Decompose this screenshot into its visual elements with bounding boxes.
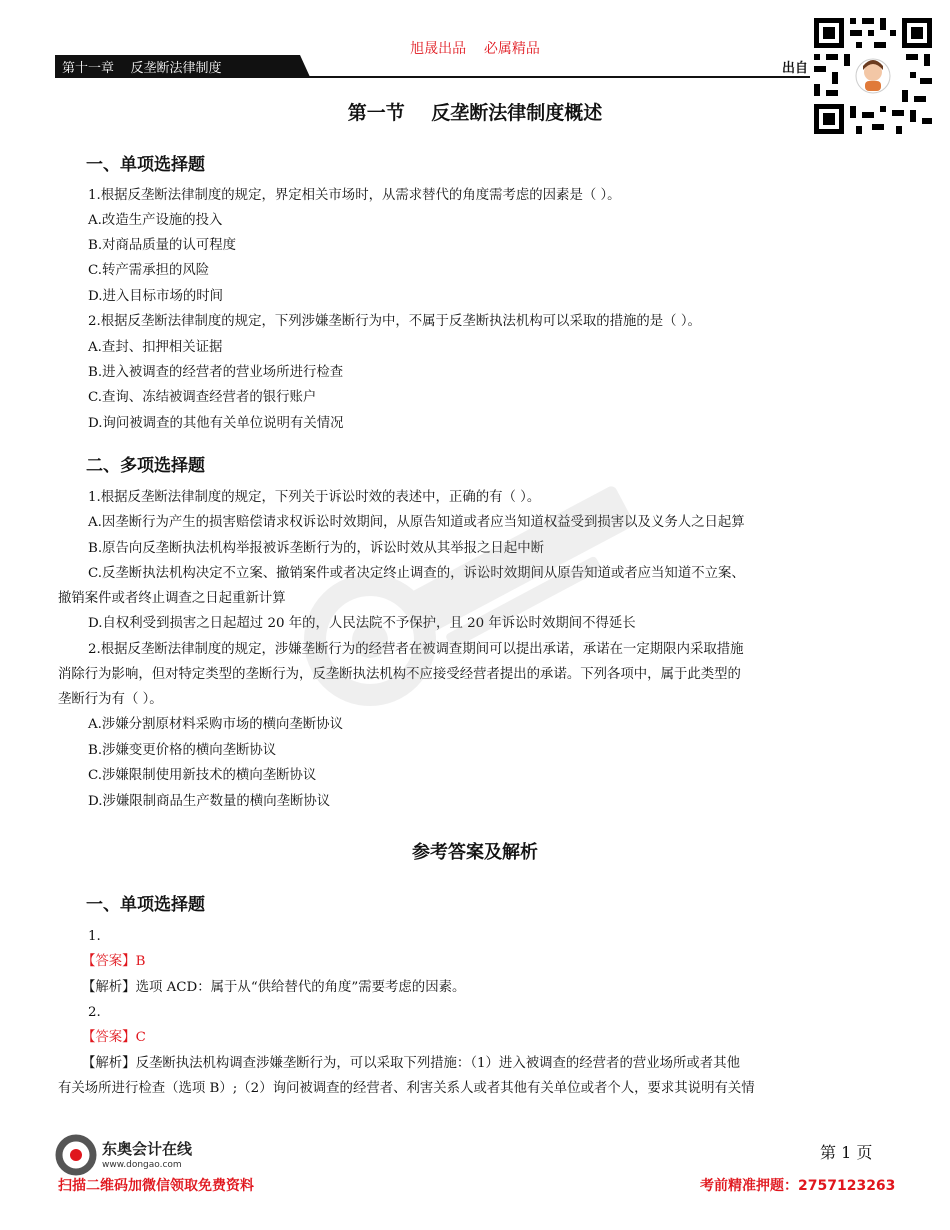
header-slogan: 旭晟出品 必属精品 [410, 41, 540, 57]
option-b: B.涉嫌变更价格的横向垄断协议 [88, 743, 277, 758]
answer-tag: 【答案】 [82, 1030, 136, 1045]
question-stem: 1.根据反垄断法律制度的规定，界定相关市场时，从需求替代的角度需考虑的因素是（ ）。 [88, 188, 621, 203]
option-b: B.对商品质量的认可程度 [88, 238, 237, 253]
option-d: D.询问被调查的其他有关单位说明有关情况 [88, 416, 344, 431]
chapter-label: 第十一章 反垄断法律制度 [62, 61, 222, 76]
answer-value: C [135, 1030, 146, 1045]
analysis-continued: 有关场所进行检查（选项 B）;（2）询问被调查的经营者、利害关系人或者其他有关单位或者个人，要求其说明有关情 [58, 1081, 755, 1096]
option-b: B.进入被调查的经营者的营业场所进行检查 [88, 365, 344, 380]
question-stem-continued: 垄断行为有（ ）。 [58, 692, 163, 707]
section-title: 第一节 反垄断法律制度概述 [347, 102, 603, 124]
answer-line [82, 953, 145, 971]
answer-tag: 【答案】 [82, 954, 136, 969]
answer-number: 1. [88, 929, 101, 944]
footer-brand: 东奥会计在线 [102, 1140, 193, 1158]
analysis-tag: 【解析】 [82, 980, 136, 995]
option-a: A.涉嫌分割原材料采购市场的横向垄断协议 [88, 717, 343, 732]
dongao-logo-icon [55, 1134, 97, 1176]
question-stem: 2.根据反垄断法律制度的规定，涉嫌垄断行为的经营者在被调查期间可以提出承诺，承诺在一定期限内采取措施 [88, 642, 744, 657]
analysis-text: 反垄断执法机构调查涉嫌垄断行为，可以采取下列措施：（1）进入被调查的经营者的营业场所或者其他 [135, 1056, 740, 1071]
option-a: A.改造生产设施的投入 [88, 213, 223, 228]
header-rule [55, 76, 870, 78]
option-a: A.因垄断行为产生的损害赔偿请求权诉讼时效期间，从原告知道或者应当知道权益受到损害以及义务人之日起算 [88, 515, 745, 530]
analysis-line [82, 979, 465, 997]
option-c-continued: 撤销案件或者终止调查之日起重新计算 [58, 591, 286, 606]
header-right-text: 出自 [782, 61, 809, 76]
option-d: D.进入目标市场的时间 [88, 289, 224, 304]
option-c: C.反垄断执法机构决定不立案、撤销案件或者决定终止调查的，诉讼时效期间从原告知道或者应当知道不立案、 [88, 566, 745, 581]
footer-left-note: 扫描二维码加微信领取免费资料 [58, 1178, 254, 1194]
dongao-watermark-logo [300, 480, 660, 710]
option-d: D.涉嫌限制商品生产数量的横向垄断协议 [88, 794, 331, 809]
answers-title: 参考答案及解析 [412, 842, 538, 863]
option-c: C.查询、冻结被调查经营者的银行账户 [88, 390, 317, 405]
analysis-text: 选项 ACD：属于从“供给替代的角度”需要考虑的因素。 [135, 980, 466, 995]
part1-title: 一、单项选择题 [86, 155, 205, 175]
page-number: 第 1 页 [820, 1143, 873, 1162]
option-b: B.原告向反垄断执法机构举报被诉垄断行为的，诉讼时效从其举报之日起中断 [88, 541, 544, 556]
footer-url: www.dongao.com [102, 1160, 182, 1170]
option-a: A.查封、扣押相关证据 [88, 340, 223, 355]
question-stem: 2.根据反垄断法律制度的规定，下列涉嫌垄断行为中，不属于反垄断执法机构可以采取的措施的是（ ）。 [88, 314, 701, 329]
question-stem-continued: 消除行为影响，但对特定类型的垄断行为，反垄断执法机构不应接受经营者提出的承诺。下列各项中，属于此类型的 [58, 667, 741, 682]
option-c: C.涉嫌限制使用新技术的横向垄断协议 [88, 768, 317, 783]
answer-value: B [135, 954, 146, 969]
option-c: C.转产需承担的风险 [88, 263, 210, 278]
option-d: D.自权利受到损害之日起超过 20 年的，人民法院不予保护，且 20 年诉讼时效期间不得延长 [88, 616, 636, 631]
answers-part1-title: 一、单项选择题 [86, 895, 205, 915]
footer-right-note: 考前精准押题：2757123263 [700, 1178, 896, 1194]
answer-number: 2. [88, 1005, 101, 1020]
analysis-tag: 【解析】 [82, 1056, 136, 1071]
part2-title: 二、多项选择题 [86, 456, 205, 476]
answer-line [82, 1029, 146, 1047]
analysis-line [82, 1055, 740, 1073]
question-stem: 1.根据反垄断法律制度的规定，下列关于诉讼时效的表述中，正确的有（ ）。 [88, 490, 541, 505]
